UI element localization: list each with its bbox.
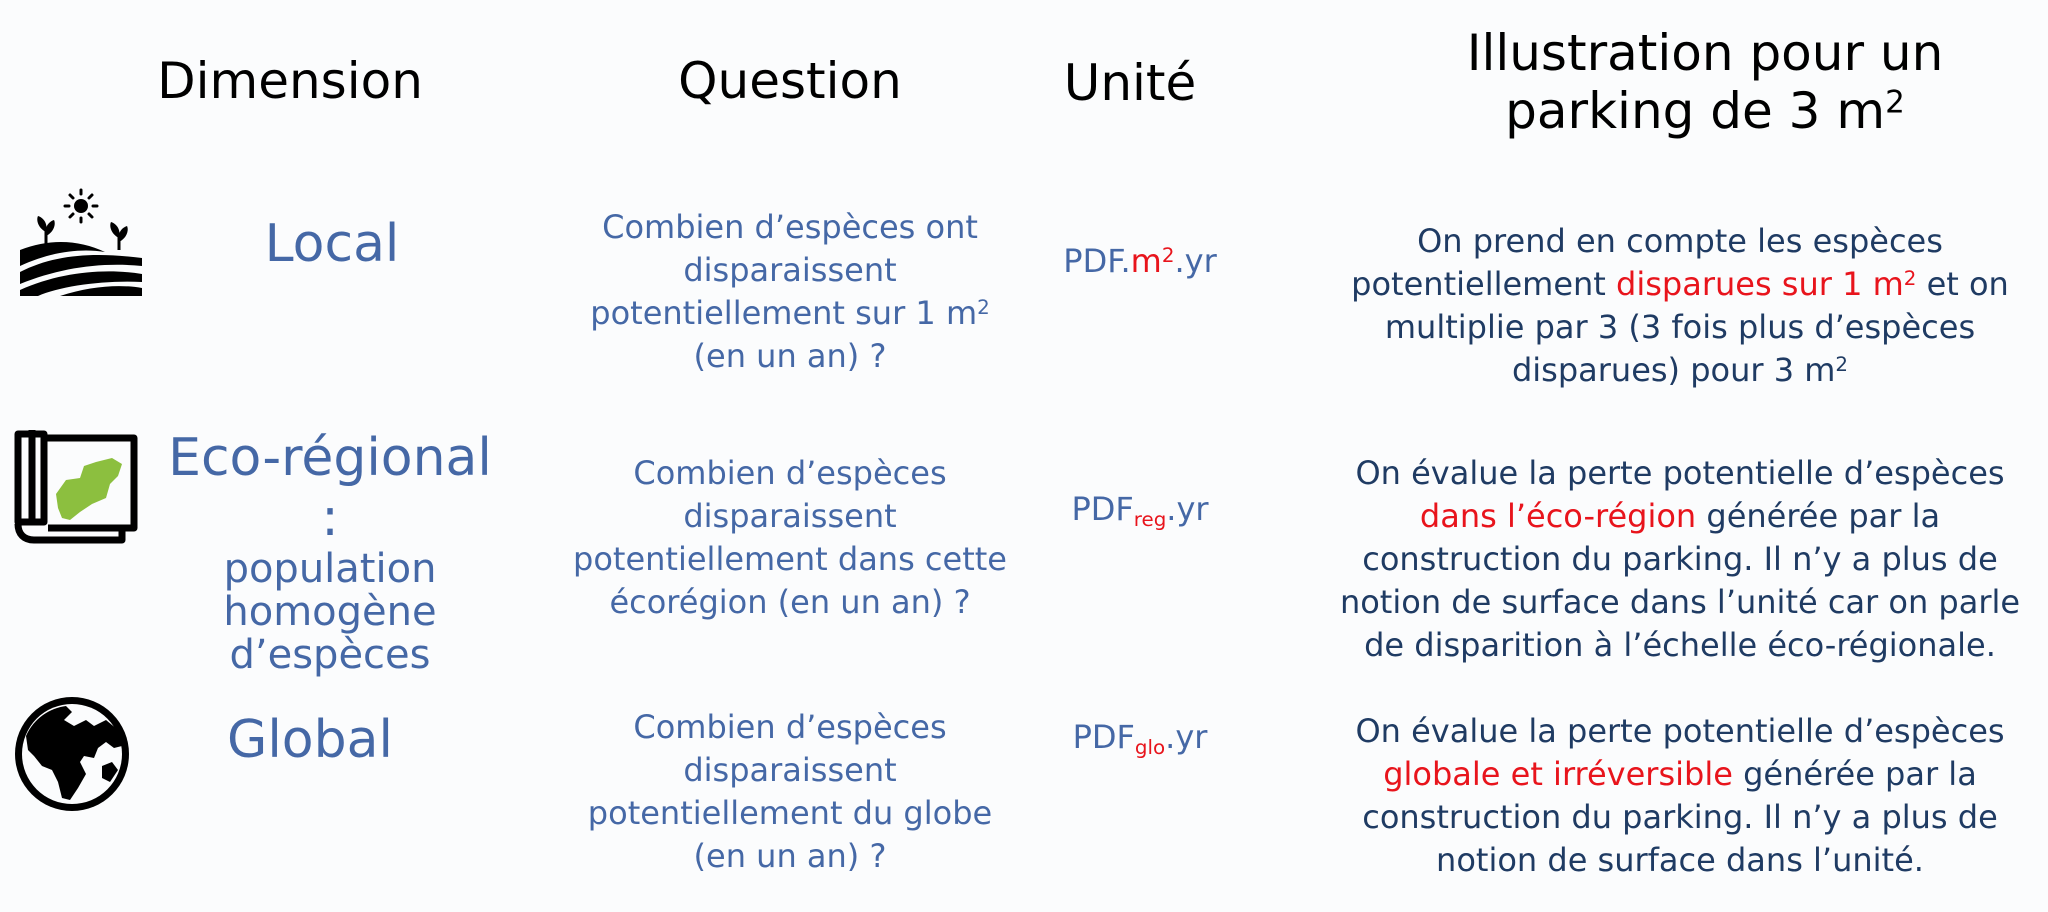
header-dimension: Dimension: [157, 52, 423, 110]
question-local-line2: disparaissent: [683, 251, 897, 289]
map-scroll-icon: [14, 424, 144, 544]
question-global-line4: (en un an) ?: [693, 837, 887, 875]
illustration-global-line2: globale et irréversible générée par la: [1383, 755, 1977, 793]
question-eco-regional-line2: disparaissent: [683, 497, 897, 535]
illustration-eco-regional-line1: On évalue la perte potentielle d’espèces: [1355, 454, 2005, 492]
question-eco-regional-line1: Combien d’espèces: [633, 454, 947, 492]
dimension-eco-regional: [160, 428, 500, 677]
question-local-line3: potentiellement sur 1 $m^2$: [590, 294, 990, 332]
question-local: [560, 206, 1020, 378]
dimension-eco-regional-title: Eco-régional :: [168, 428, 492, 548]
landscape-icon: [20, 188, 142, 300]
dimension-global: Global: [227, 710, 393, 770]
question-global-line2: disparaissent: [683, 751, 897, 789]
unit-global: $PDF_{glo}.yr$: [1072, 718, 1208, 759]
dimension-eco-regional-sub2: homogène: [223, 589, 437, 635]
illustration-global: [1330, 710, 2030, 882]
question-global-line1: Combien d’espèces: [633, 708, 947, 746]
question-local-line1: Combien d’espèces ont: [602, 208, 978, 246]
unit-local: $PDF.m^2.yr$: [1063, 242, 1217, 280]
illustration-eco-regional-line3: construction du parking. Il n’y a plus de: [1362, 540, 1998, 578]
illustration-local-line3: multiplie par 3 (3 fois plus d’espèces: [1384, 308, 1976, 346]
globe-icon: [14, 696, 130, 812]
illustration-global-line3: construction du parking. Il n’y a plus de: [1362, 798, 1998, 836]
question-eco-regional-line4: écorégion (en un an) ?: [609, 583, 971, 621]
question-global-line3: potentiellement du globe: [587, 794, 993, 832]
dimension-local: Local: [264, 214, 400, 274]
question-local-line4: (en un an) ?: [693, 337, 887, 375]
question-global: [560, 706, 1020, 878]
header-illustration: [1380, 24, 2030, 140]
illustration-eco-regional-line2: dans l’éco-région générée par la: [1419, 497, 1941, 535]
illustration-global-line4: notion de surface dans l’unité.: [1436, 841, 1924, 879]
illustration-eco-regional-line5: de disparition à l’échelle éco-régionale.: [1364, 626, 1996, 664]
illustration-eco-regional-line4: notion de surface dans l’unité car on parle: [1339, 583, 2021, 621]
illustration-local-line2: potentiellement disparues sur 1 $m^2$ et on: [1351, 265, 2009, 303]
dimension-eco-regional-sub3: d’espèces: [229, 632, 431, 678]
illustration-global-line1: On évalue la perte potentielle d’espèces: [1355, 712, 2005, 750]
illustration-local-line1: On prend en compte les espèces: [1417, 222, 1943, 260]
header-illustration-line1: Illustration pour un: [1466, 24, 1944, 82]
unit-eco-regional: $PDF_{reg}.yr$: [1071, 490, 1209, 531]
header-unit: Unité: [1063, 54, 1197, 112]
illustration-local-line4: disparues) pour 3 $m^2$: [1511, 351, 1849, 389]
illustration-local: [1330, 220, 2030, 392]
illustration-eco-regional: [1330, 452, 2030, 667]
dimension-eco-regional-sub1: population: [223, 546, 437, 592]
question-eco-regional-line3: potentiellement dans cette: [573, 540, 1007, 578]
header-question: Question: [678, 52, 902, 110]
header-illustration-line2: parking de 3 $m^2$: [1505, 82, 1905, 140]
question-eco-regional: [560, 452, 1020, 624]
